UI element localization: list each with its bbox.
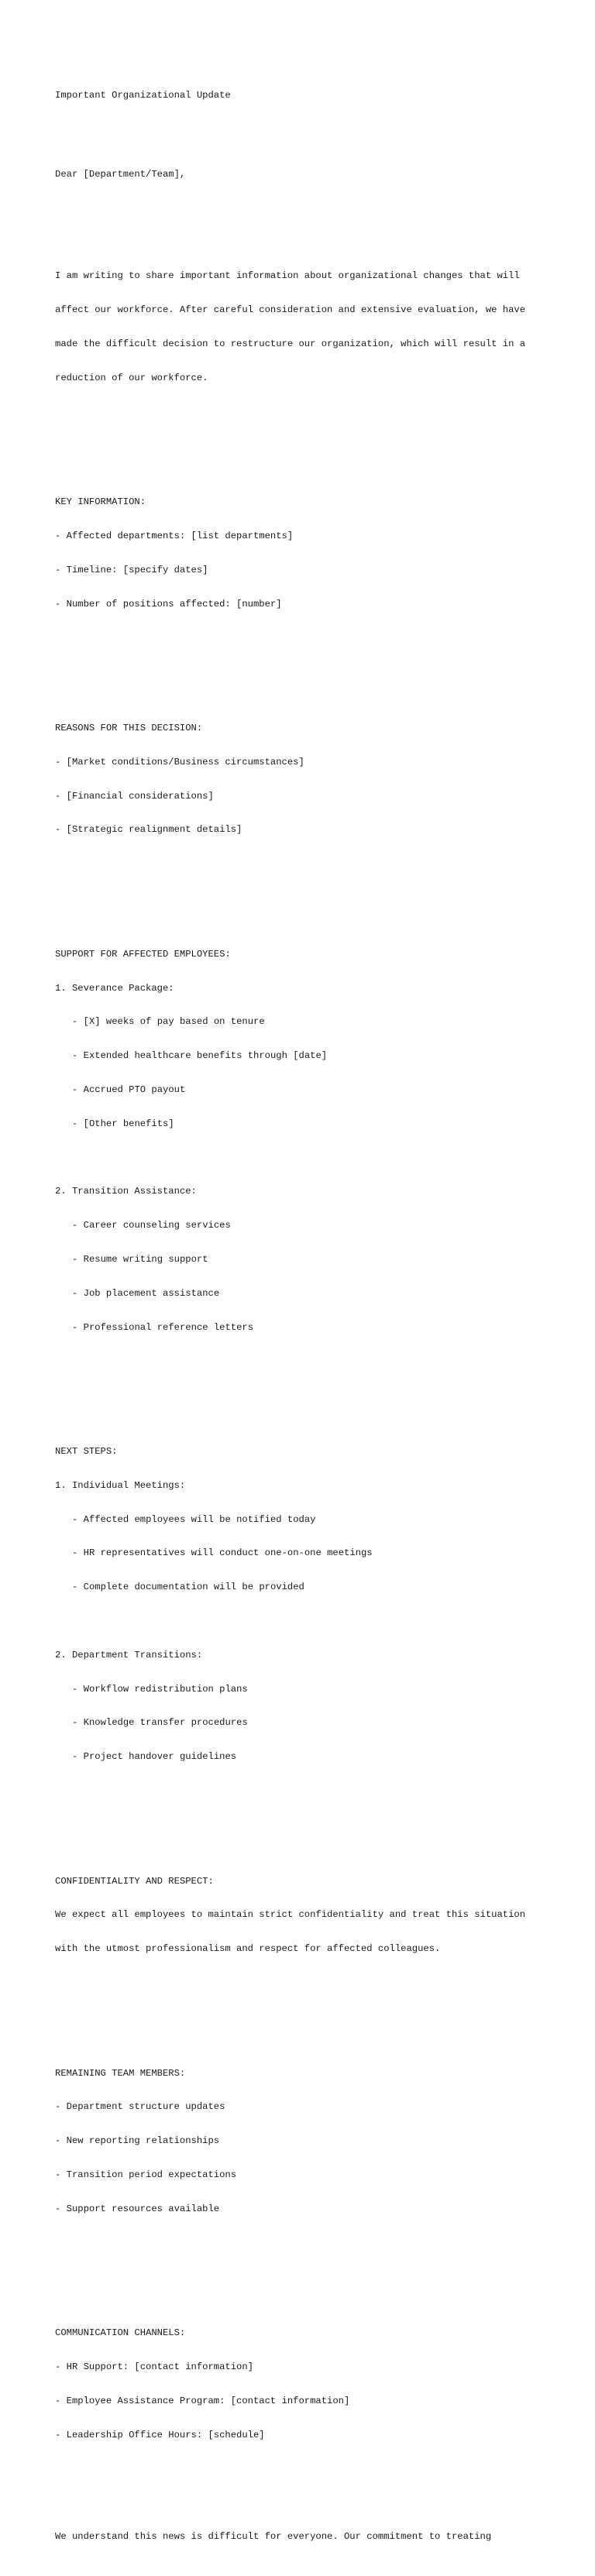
section-heading: SUPPORT FOR AFFECTED EMPLOYEES: xyxy=(55,948,231,960)
spacer xyxy=(55,1808,582,1819)
remaining-team-section xyxy=(55,2045,582,2238)
paragraph-line: We expect all employees to maintain strict confidentiality and treat this situation xyxy=(55,1909,526,1921)
list-item: - Timeline: [specify dates] xyxy=(55,564,208,575)
spacer xyxy=(55,429,582,441)
numbered-item: 1. Severance Package: xyxy=(55,982,174,994)
list-item: - Extended healthcare benefits through [date] xyxy=(72,1050,328,1062)
key-information-section xyxy=(55,474,582,632)
list-item: - Accrued PTO payout xyxy=(72,1084,186,1096)
spacer xyxy=(55,1616,582,1627)
section-heading: KEY INFORMATION: xyxy=(55,496,146,508)
spacer xyxy=(55,881,582,892)
confidentiality-section xyxy=(55,1853,582,1977)
document-body xyxy=(55,56,582,2576)
list-item: - Complete documentation will be provided xyxy=(72,1582,304,1593)
intro-paragraph xyxy=(55,248,582,406)
spacer xyxy=(55,2260,582,2272)
list-item: - [X] weeks of pay based on tenure xyxy=(72,1016,265,1028)
spacer xyxy=(55,2000,582,2011)
spacer xyxy=(55,654,582,666)
reasons-section xyxy=(55,700,582,858)
numbered-item: 1. Individual Meetings: xyxy=(55,1479,186,1491)
salutation: Dear [Department/Team], xyxy=(55,168,186,180)
list-item: - Transition period expectations xyxy=(55,2169,237,2181)
intro-line: affect our workforce. After careful consideration and extensive evaluation, we have xyxy=(55,304,526,316)
list-item: - HR Support: [contact information] xyxy=(55,2361,253,2373)
list-item: - [Financial considerations] xyxy=(55,790,214,802)
intro-line: I am writing to share important information about organizational changes that will xyxy=(55,270,520,282)
list-item: - HR representatives will conduct one-on-one meetings xyxy=(72,1547,373,1559)
list-item: - Number of positions affected: [number] xyxy=(55,598,282,610)
document-title: Important Organizational Update xyxy=(55,89,231,101)
section-heading: REMAINING TEAM MEMBERS: xyxy=(55,2067,186,2079)
closing-line: We understand this news is difficult for everyone. Our commitment to treating xyxy=(55,2531,492,2543)
list-item: - Career counseling services xyxy=(72,1220,231,1231)
list-item: - Affected departments: [list departments] xyxy=(55,530,294,541)
list-item: - [Strategic realignment details] xyxy=(55,824,242,836)
numbered-item: 2. Department Transitions: xyxy=(55,1649,203,1661)
list-item: - Department structure updates xyxy=(55,2101,225,2113)
list-item: - Job placement assistance xyxy=(72,1287,220,1299)
section-heading: NEXT STEPS: xyxy=(55,1446,118,1458)
list-item: - Employee Assistance Program: [contact information] xyxy=(55,2395,350,2406)
spacer xyxy=(55,1378,582,1389)
list-item: - Affected employees will be notified today xyxy=(72,1513,316,1525)
spacer xyxy=(55,124,582,136)
list-item: - Knowledge transfer procedures xyxy=(72,1717,248,1729)
communication-section xyxy=(55,2305,582,2463)
numbered-item: 2. Transition Assistance: xyxy=(55,1186,197,1197)
spacer xyxy=(55,2486,582,2498)
list-item: - Project handover guidelines xyxy=(72,1751,237,1763)
list-item: - Support resources available xyxy=(55,2203,220,2214)
intro-line: made the difficult decision to restructure our organization, which will result in a xyxy=(55,338,526,349)
paragraph-line: with the utmost professionalism and respect for affected colleagues. xyxy=(55,1943,441,1955)
section-heading: CONFIDENTIALITY AND RESPECT: xyxy=(55,1875,214,1887)
list-item: - Workflow redistribution plans xyxy=(72,1683,248,1695)
section-heading: COMMUNICATION CHANNELS: xyxy=(55,2327,186,2339)
intro-line: reduction of our workforce. xyxy=(55,372,208,383)
list-item: - Leadership Office Hours: [schedule] xyxy=(55,2429,265,2440)
list-item: - Resume writing support xyxy=(72,1253,208,1265)
list-item: - [Other benefits] xyxy=(72,1118,174,1129)
next-steps-section xyxy=(55,1424,582,1785)
spacer xyxy=(55,203,582,215)
list-item: - Professional reference letters xyxy=(72,1321,254,1333)
list-item: - New reporting relationships xyxy=(55,2135,220,2147)
spacer xyxy=(55,1152,582,1164)
list-item: - [Market conditions/Business circumstances] xyxy=(55,756,304,768)
support-section xyxy=(55,926,582,1356)
section-heading: REASONS FOR THIS DECISION: xyxy=(55,723,203,734)
